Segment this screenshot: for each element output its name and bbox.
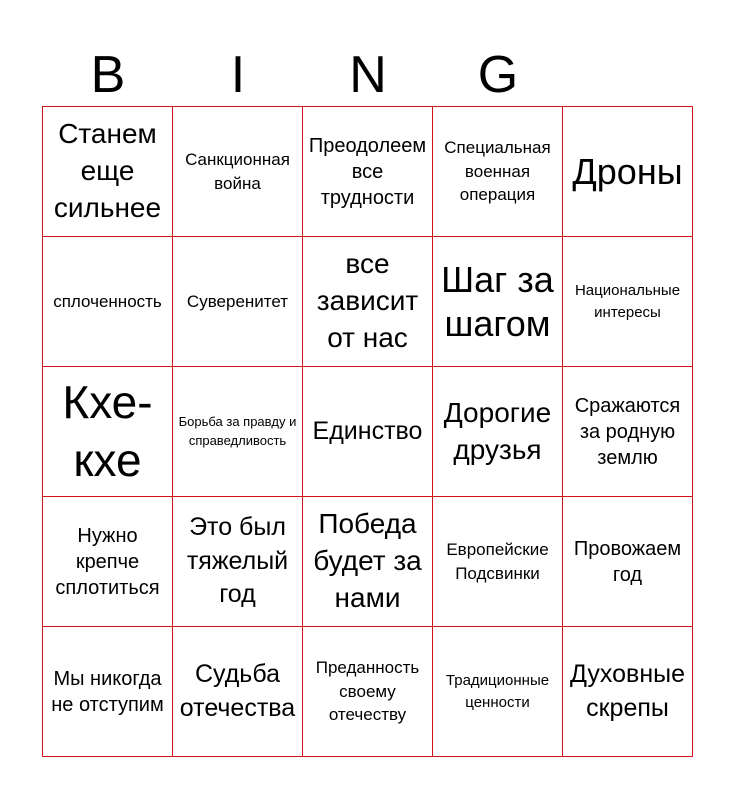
bingo-cell-r4c1[interactable]: Нужно крепче сплотиться — [43, 497, 173, 627]
bingo-board — [42, 106, 693, 757]
header-letter-i: I — [230, 46, 246, 104]
bingo-cell-r1c2[interactable]: Санкционная война — [173, 107, 303, 237]
bingo-cell-r1c1[interactable]: Станем еще сильнее — [43, 107, 173, 237]
header-letter-b: B — [90, 46, 126, 104]
bingo-header — [43, 44, 693, 106]
bingo-cell-r5c1[interactable]: Мы никогда не отступим — [43, 627, 173, 757]
header-letter-n: N — [349, 46, 387, 104]
bingo-cell-r4c4[interactable]: Европейские Подсвинки — [433, 497, 563, 627]
bingo-cell-r5c2[interactable]: Судьба отечества — [173, 627, 303, 757]
bingo-cell-r5c4[interactable]: Традиционные ценности — [433, 627, 563, 757]
bingo-cell-r4c3[interactable]: Победа будет за нами — [303, 497, 433, 627]
bingo-cell-r2c4[interactable]: Шаг за шагом — [433, 237, 563, 367]
bingo-cell-r3c3[interactable]: Единство — [303, 367, 433, 497]
bingo-cell-r4c2[interactable]: Это был тяжелый год — [173, 497, 303, 627]
bingo-cell-r3c5[interactable]: Сражаются за родную землю — [563, 367, 693, 497]
bingo-cell-r1c4[interactable]: Специальная военная операция — [433, 107, 563, 237]
header-letter-g: G — [477, 46, 519, 104]
bingo-cell-r3c1[interactable]: Кхе-кхе — [43, 367, 173, 497]
bingo-cell-r2c2[interactable]: Суверенитет — [173, 237, 303, 367]
bingo-cell-r5c3[interactable]: Преданность своему отечеству — [303, 627, 433, 757]
bingo-cell-r4c5[interactable]: Провожаем год — [563, 497, 693, 627]
bingo-cell-r5c5[interactable]: Духовные скрепы — [563, 627, 693, 757]
bingo-cell-r3c2[interactable]: Борьба за правду и справедливость — [173, 367, 303, 497]
bingo-cell-r2c5[interactable]: Национальные интересы — [563, 237, 693, 367]
bingo-cell-r2c1[interactable]: сплоченность — [43, 237, 173, 367]
bingo-cell-r2c3[interactable]: все зависит от нас — [303, 237, 433, 367]
bingo-cell-r3c4[interactable]: Дорогие друзья — [433, 367, 563, 497]
header-letter-o — [563, 44, 693, 106]
bingo-cell-r1c3[interactable]: Преодолеем все трудности — [303, 107, 433, 237]
bingo-cell-r1c5[interactable]: Дроны — [563, 107, 693, 237]
